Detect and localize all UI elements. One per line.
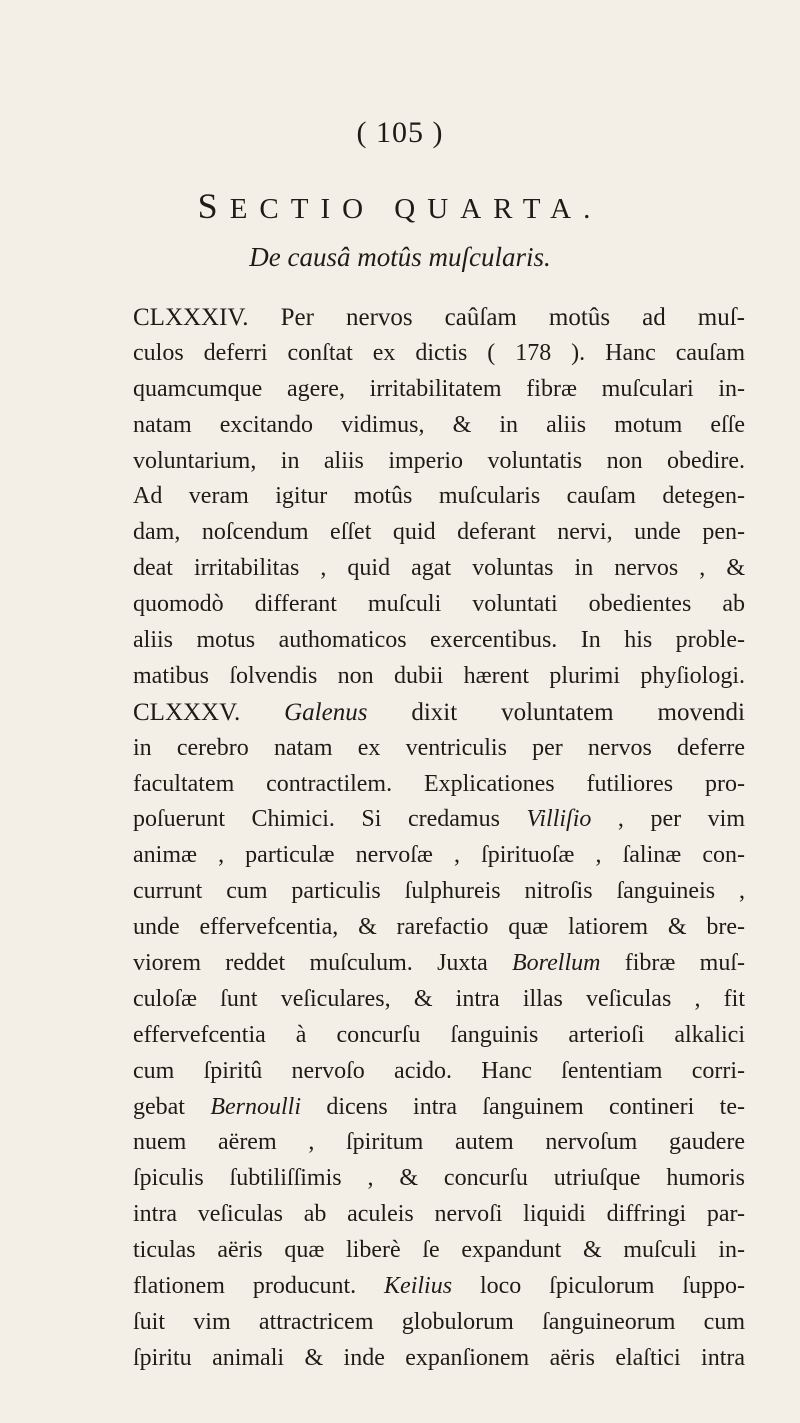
text-segment: ſpiritu animali & inde expanſionem aëris elaſtici intra — [133, 1344, 745, 1371]
text-line — [133, 479, 745, 515]
text-line — [133, 910, 745, 946]
text-line — [133, 1233, 745, 1269]
text-segment: facultatem contractilem. Explicationes futiliores pro- — [133, 770, 745, 797]
text-line — [133, 623, 745, 659]
text-segment: currunt cum particulis ſulphureis nitroſis ſanguineis , — [133, 878, 745, 905]
text-segment: ſuit vim attractricem globulorum ſanguineorum cum — [133, 1308, 745, 1335]
text-segment: intra veſiculas ab aculeis nervoſi liquidi diffringi par- — [133, 1201, 745, 1228]
text-line — [133, 838, 745, 874]
text-line — [133, 300, 745, 336]
text-line — [133, 336, 745, 372]
author-name: Keilius — [384, 1273, 453, 1300]
text-line — [133, 1090, 745, 1126]
text-segment: dixit voluntatem movendi — [367, 698, 745, 726]
text-segment: cum ſpiritû nervoſo acido. Hanc ſententiam corri- — [133, 1057, 745, 1084]
text-segment: aliis motus authomaticos exercentibus. In his proble- — [133, 627, 745, 654]
text-segment: dam, noſcendum eſſet quid deferant nervi, unde pen- — [133, 519, 745, 546]
text-segment: dicens intra ſanguinem contineri te- — [301, 1093, 745, 1120]
text-line — [133, 1054, 745, 1090]
text-line — [133, 587, 745, 623]
author-name: Galenus — [284, 698, 368, 726]
text-line — [133, 372, 745, 408]
text-line — [133, 551, 745, 587]
text-line — [133, 1161, 745, 1197]
section-heading — [0, 185, 800, 227]
text-segment: effervefcentia à concurſu ſanguinis arterioſi alkalici — [133, 1021, 745, 1048]
page-number: ( 105 ) — [356, 116, 444, 149]
text-segment: ſpiculis ſubtiliſſimis , & concurſu utriuſque humoris — [133, 1165, 745, 1192]
text-segment: ticulas aëris quæ liberè ſe expandunt & muſculi in- — [133, 1237, 745, 1264]
text-line — [133, 1197, 745, 1233]
text-segment: matibus ſolvendis non dubii hærent plurimi phyſiologi. — [133, 662, 745, 689]
author-name: Borellum — [512, 950, 601, 977]
text-segment: viorem reddet muſculum. Juxta — [133, 950, 513, 977]
text-segment: quomodò differant muſculi voluntati obedientes ab — [133, 591, 745, 618]
text-line — [133, 1341, 745, 1377]
text-segment: deat irritabilitas , quid agat voluntas in nervos , & — [133, 555, 745, 582]
text-segment: culoſæ ſunt veſiculares, & intra illas veſiculas , fit — [133, 985, 745, 1012]
text-segment: fibræ muſ- — [600, 950, 745, 977]
text-segment: in cerebro natam ex ventriculis per nervos deferre — [133, 734, 745, 761]
text-segment: voluntarium, in aliis imperio voluntatis non obedire. — [133, 447, 745, 474]
text-line — [133, 802, 745, 838]
text-segment: , per vim — [591, 806, 745, 833]
text-line — [133, 659, 745, 695]
section-heading-initial: S — [197, 186, 230, 226]
text-segment: loco ſpiculorum ſuppo- — [452, 1273, 746, 1300]
text-line — [133, 408, 745, 444]
text-line — [133, 982, 745, 1018]
text-segment: CLXXXV. — [133, 698, 285, 726]
text-segment: culos deferri conſtat ex dictis ( 178 ). Hanc cauſam — [133, 339, 745, 366]
author-name: Bernoulli — [210, 1093, 301, 1120]
text-line — [133, 515, 745, 551]
text-line — [133, 695, 745, 731]
text-line — [133, 1125, 745, 1161]
text-line — [133, 1269, 745, 1305]
text-line — [133, 1305, 745, 1341]
author-name: Villiſio — [526, 806, 592, 833]
section-heading-rest: ECTIO QUARTA. — [229, 193, 603, 225]
section-subtitle: De causâ motûs muſcularis. — [249, 242, 551, 272]
text-segment: poſuerunt Chimici. Si credamus — [133, 806, 527, 833]
text-segment: gebat — [133, 1093, 211, 1120]
text-line — [133, 1018, 745, 1054]
text-line — [133, 946, 745, 982]
text-segment: quamcumque agere, irritabilitatem fibræ muſculari in- — [133, 375, 745, 402]
text-segment: animæ , particulæ nervoſæ , ſpirituoſæ , ſalinæ con- — [133, 842, 745, 869]
text-line — [133, 444, 745, 480]
text-line — [133, 874, 745, 910]
text-segment: Ad veram igitur motûs muſcularis cauſam detegen- — [133, 483, 745, 510]
text-segment: CLXXXIV. Per nervos caûſam motûs ad muſ- — [133, 304, 745, 331]
text-segment: natam excitando vidimus, & in aliis motum eſſe — [133, 411, 745, 438]
text-segment: flationem producunt. — [133, 1273, 385, 1300]
text-line — [133, 731, 745, 767]
text-segment: unde effervefcentia, & rarefactio quæ latiorem & bre- — [133, 914, 745, 941]
text-segment: nuem aërem , ſpiritum autem nervoſum gaudere — [133, 1129, 745, 1156]
text-line — [133, 767, 745, 803]
body-text — [133, 300, 745, 1377]
